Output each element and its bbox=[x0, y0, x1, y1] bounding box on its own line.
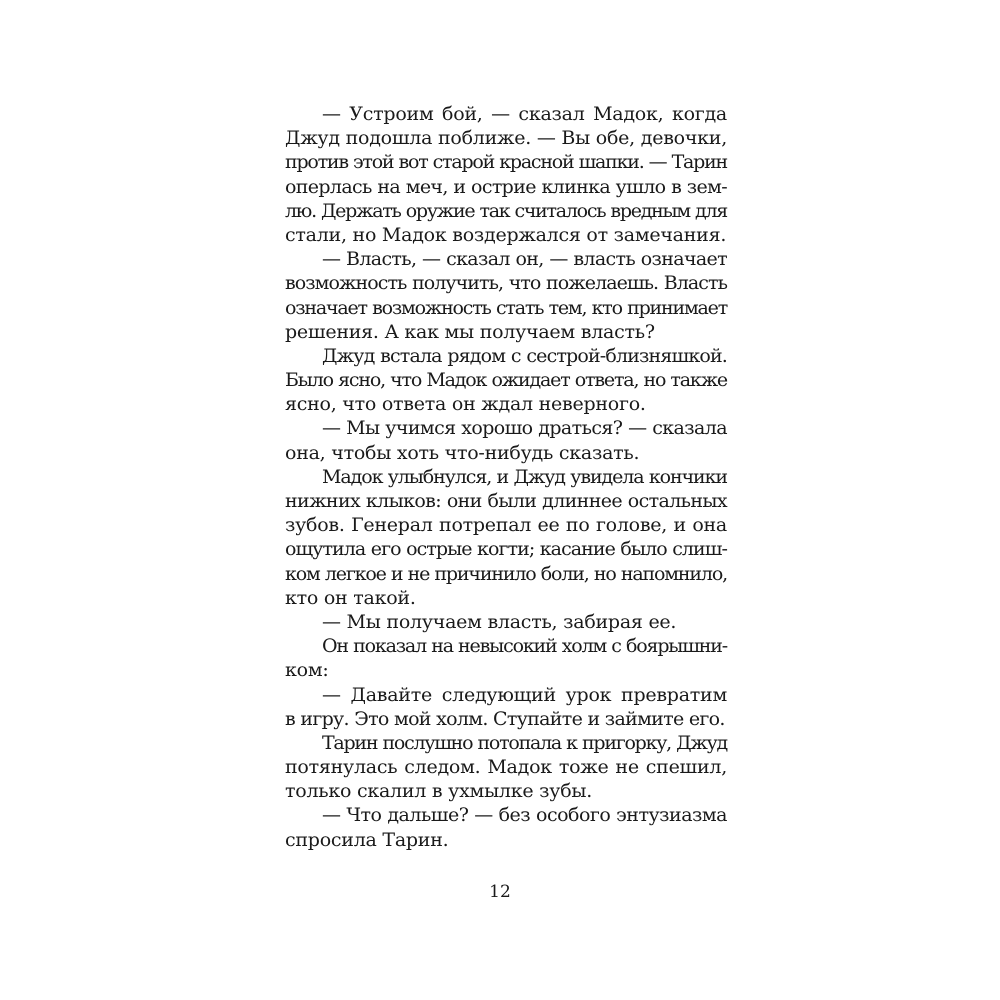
text-line: лю. Держать оружие так считалось вредным для bbox=[285, 199, 727, 222]
text-line: в игру. Это мой холм. Ступайте и займите его. bbox=[285, 707, 725, 730]
text-line: ком: bbox=[285, 659, 329, 682]
text-line: — Что дальше? — без особого энтузиазма bbox=[322, 804, 727, 827]
text-line: ощутила его острые когти; касание было слиш- bbox=[285, 538, 727, 561]
text-line: возможность получить, что пожелаешь. Власть bbox=[285, 272, 727, 295]
text-line: Мадок улыбнулся, и Джуд увидела кончики bbox=[322, 465, 727, 488]
text-line: оперлась на меч, и острие клинка ушло в зем- bbox=[285, 175, 727, 198]
text-line: Джуд подошла поближе. — Вы обе, девочки, bbox=[285, 127, 727, 150]
text-line: спросила Тарин. bbox=[285, 828, 449, 851]
text-line: потянулась следом. Мадок тоже не спешил, bbox=[285, 756, 727, 779]
text-line: решения. А как мы получаем власть? bbox=[285, 320, 655, 343]
text-line: стали, но Мадок воздержался от замечания. bbox=[285, 223, 727, 246]
text-line: ясно, что ответа он ждал неверного. bbox=[285, 393, 646, 416]
text-line: Тарин послушно потопала к пригорку, Джуд bbox=[322, 731, 727, 754]
text-line: Джуд встала рядом с сестрой-близняшкой. bbox=[322, 344, 727, 367]
text-line: кто он такой. bbox=[285, 586, 416, 609]
text-line: — Устроим бой, — сказал Мадок, когда bbox=[322, 103, 727, 125]
text-line: против этой вот старой красной шапки. — Тарин bbox=[285, 151, 727, 174]
text-line: только скалил в ухмылке зубы. bbox=[285, 780, 593, 803]
text-line: ком легкое и не причинило боли, но напомнило, bbox=[285, 562, 727, 585]
text-line: нижних клыков: они были длиннее остальных bbox=[285, 490, 727, 512]
text-line: — Мы учимся хорошо драться? — сказала bbox=[322, 417, 727, 440]
body-text bbox=[285, 102, 727, 852]
text-line: означает возможность стать тем, кто принимает bbox=[285, 296, 727, 319]
text-line: Он показал на невысокий холм с боярышни- bbox=[322, 635, 727, 658]
text-line: — Власть, — сказал он, — власть означает bbox=[322, 248, 727, 271]
text-line: Было ясно, что Мадок ожидает ответа, но также bbox=[285, 369, 727, 392]
text-line: она, чтобы хоть что-нибудь сказать. bbox=[285, 441, 640, 464]
page-number: 12 bbox=[489, 882, 511, 902]
text-line: зубов. Генерал потрепал ее по голове, и она bbox=[285, 514, 727, 537]
text-line: — Давайте следующий урок превратим bbox=[322, 683, 727, 706]
text-line: — Мы получаем власть, забирая ее. bbox=[322, 610, 677, 633]
